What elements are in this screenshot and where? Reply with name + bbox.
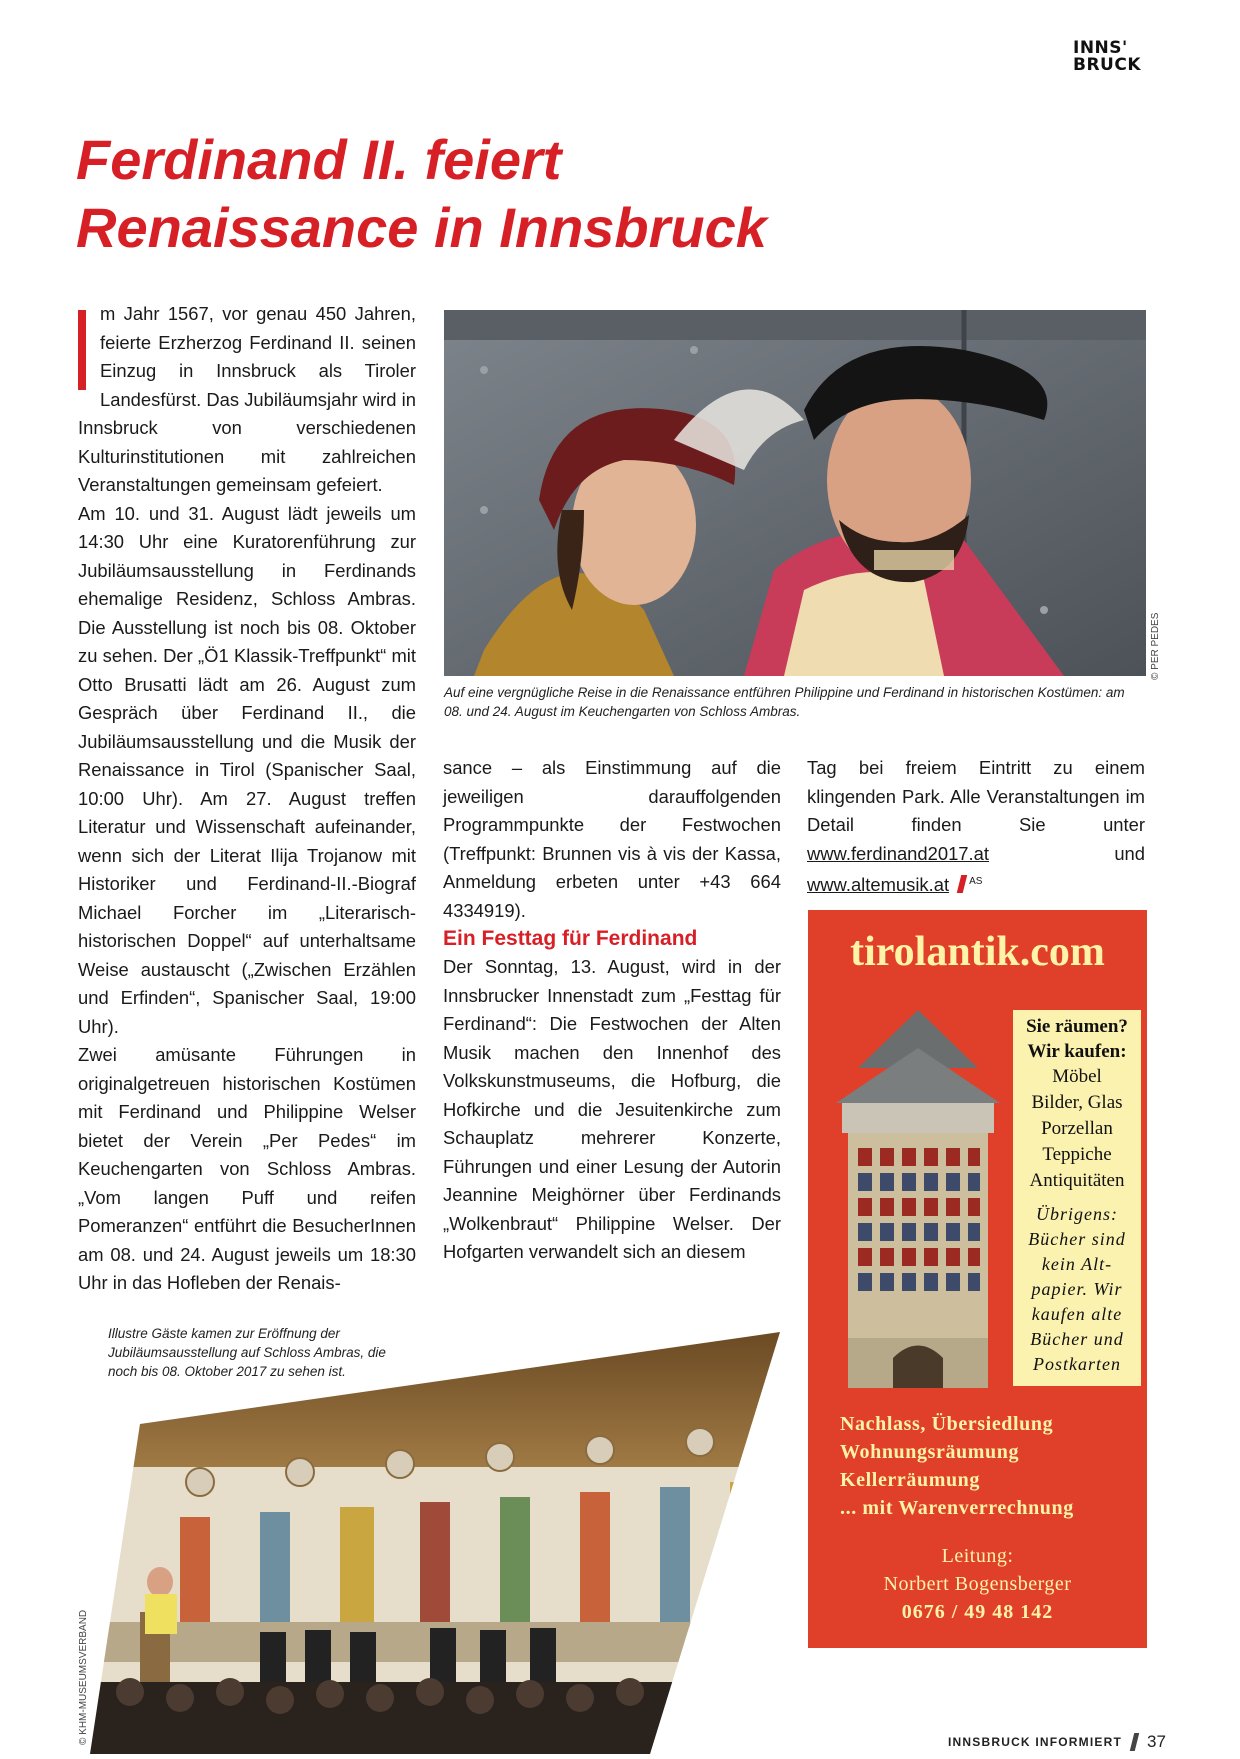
ad-item: Bilder, Glas [1031, 1092, 1123, 1113]
magazine-name: INNSBRUCK INFORMIERT [948, 1735, 1122, 1749]
link-altemusik[interactable]: www.altemusik.at [807, 874, 950, 896]
author-initials: AS [969, 876, 983, 887]
article-headline [76, 126, 976, 262]
logo-line-1: INNS' [1073, 38, 1128, 58]
footer-slash [1130, 1733, 1139, 1751]
headline-line-2: Renaissance in Innsbruck [76, 196, 767, 259]
ad-contact-name: Norbert Bogensberger [883, 1573, 1072, 1595]
photo-credit-1: © PER PEDES [1150, 612, 1161, 680]
ad-item: Teppiche [1042, 1144, 1112, 1165]
article-paragraph-closing [807, 754, 1145, 900]
ad-note [1013, 1202, 1141, 1377]
ad-service-line: ... mit Warenverrechnung [840, 1497, 1074, 1519]
photo-opening-ceremony [90, 1332, 780, 1754]
tower-illustration [818, 1008, 1013, 1388]
article-paragraph-events: Am 10. und 31. August lädt jeweils um 14:30 Uhr eine Kuratorenführung zur Jubiläumsausstellung in Ferdinands ehemalige Residenz, Schloss Ambras. Die Ausstellung ist noch bis 08. Oktober zu sehen. Der „Ö1 Klassik-Treffpunkt“ mit Otto Brusatti lädt am 26. August zum Gespräch über Ferdinand II., die Jubiläumsausstellung und die Musik der Renaissance in Tirol (Spanischer Saal, 10:00 Uhr). Am 27. August treffen Literatur und Wissenschaft aufeinander, wenn sich der Literat Ilija Trojanow mit Historiker und Ferdinand-II.-Biograf Michael Forcher im „Literarisch-historischen Doppel“ auf unterhaltsame Weise austauscht („Zwischen Erzählen und Erfinden“, Spanischer Saal, 19:00 Uhr). [78, 502, 416, 1037]
logo-line-2: BRUCK [1073, 55, 1142, 75]
page-number: 37 [1147, 1732, 1166, 1751]
ad-contact-label: Leitung: [941, 1545, 1014, 1567]
innsbruck-logo [1073, 40, 1157, 74]
ad-note-line: papier. Wir [1031, 1279, 1123, 1299]
photo-philippine-ferdinand [444, 310, 1146, 676]
article-paragraph-continued: sance – als Einstimmung auf die jeweiligen darauffolgenden Programmpunkte der Festwochen (Treffpunkt: Brunnen vis à vis der Kassa, Anmeldung erbeten unter +43 664 4334919). [443, 757, 781, 921]
ad-service-line: Wohnungsräumung [840, 1441, 1020, 1463]
ad-item: Porzellan [1041, 1118, 1113, 1139]
ad-service-line: Nachlass, Übersiedlung [840, 1413, 1054, 1435]
photo-caption-1: Auf eine vergnügliche Reise in die Renaissance entführen Philippine und Ferdinand in historischen Kostümen: am 08. und 24. August im Keuchengarten von Schloss Ambras. [444, 685, 1125, 719]
ad-note-line: Bücher und [1030, 1329, 1124, 1349]
ad-note-line: kein Alt- [1041, 1254, 1113, 1274]
ad-service-line: Kellerräumung [840, 1469, 981, 1491]
link-ferdinand2017[interactable]: www.ferdinand2017.at [807, 842, 989, 864]
ad-item: Möbel [1052, 1066, 1102, 1087]
end-slash-mark [957, 875, 967, 893]
ad-item: Antiquitäten [1029, 1170, 1125, 1191]
ad-note-line: kaufen alte [1031, 1304, 1123, 1324]
article-paragraph-festtag: Der Sonntag, 13. August, wird in der Innsbrucker Innenstadt zum „Festtag für Ferdinand“: Die Festwochen der Alten Musik machen den Innenhof des Volkskunstmuseums, die Hofburg, die Hofkirche und die Jesuitenkirche zum Schauplatz mehrerer Konzerte, Führungen und einer Lesung der Autorin Jeannine Meighörner über Ferdinands „Wolkenbraut“ Philippine Welser. Der Hofgarten verwandelt sich an diesem [443, 956, 781, 1262]
ad-note-line: Postkarten [1033, 1354, 1121, 1374]
ad-question-2: Wir kaufen: [1027, 1041, 1127, 1062]
headline-line-1: Ferdinand II. feiert [76, 128, 562, 191]
ad-title[interactable]: tirolantik.com [850, 929, 1105, 975]
article-column-3 [807, 754, 1145, 900]
article-column-2 [443, 754, 781, 1267]
drop-cap-bar [78, 310, 86, 390]
ad-phone[interactable]: 0676 / 49 48 142 [901, 1601, 1054, 1623]
ad-note-line: Übrigens: [1036, 1204, 1118, 1224]
section-subheading: Ein Festtag für Ferdinand [443, 927, 698, 950]
photo-credit-2: © KHM-MUSEUMSVERBAND [78, 1609, 89, 1745]
photo-caption-2: Illustre Gäste kamen zur Eröffnung der Jubiläumsausstellung auf Schloss Ambras, die noch bis 08. Oktober 2017 zu sehen ist. [108, 1326, 386, 1379]
ad-offer-box [1013, 1010, 1141, 1386]
ad-note-line: Bücher sind [1028, 1229, 1126, 1249]
closing-text: Tag bei freiem Eintritt zu einem klingenden Park. Alle Veranstaltungen im Detail finden Sie unter [807, 757, 1145, 835]
article-paragraph-tours: Zwei amüsante Führungen in originalgetreuen historischen Kostümen mit Ferdinand und Philippine Welser bietet der Verein „Per Pedes“ im Keuchengarten von Schloss Ambras. „Vom langen Puff und reifen Pomeranzen“ entführt die BesucherInnen am 08. und 24. August jeweils um 18:30 Uhr in das Hofleben der Renais- [78, 1044, 416, 1293]
ad-contact [808, 1542, 1147, 1626]
page-footer [948, 1732, 1166, 1752]
advertisement-tirolantik[interactable] [808, 910, 1147, 1648]
ad-services [840, 1410, 1140, 1522]
article-paragraph-intro: m Jahr 1567, vor genau 450 Jahren, feierte Erzherzog Ferdinand II. seinen Einzug in Innsbruck als Tiroler Landesfürst. Das Jubiläumsjahr wird in Innsbruck von verschiedenen Kulturinstitutionen mit zahlreichen Veranstaltungen gemeinsam gefeiert. [78, 303, 416, 495]
ad-question-1: Sie räumen? [1026, 1016, 1128, 1037]
article-column-1 [78, 300, 416, 1298]
closing-and: und [988, 842, 1145, 864]
